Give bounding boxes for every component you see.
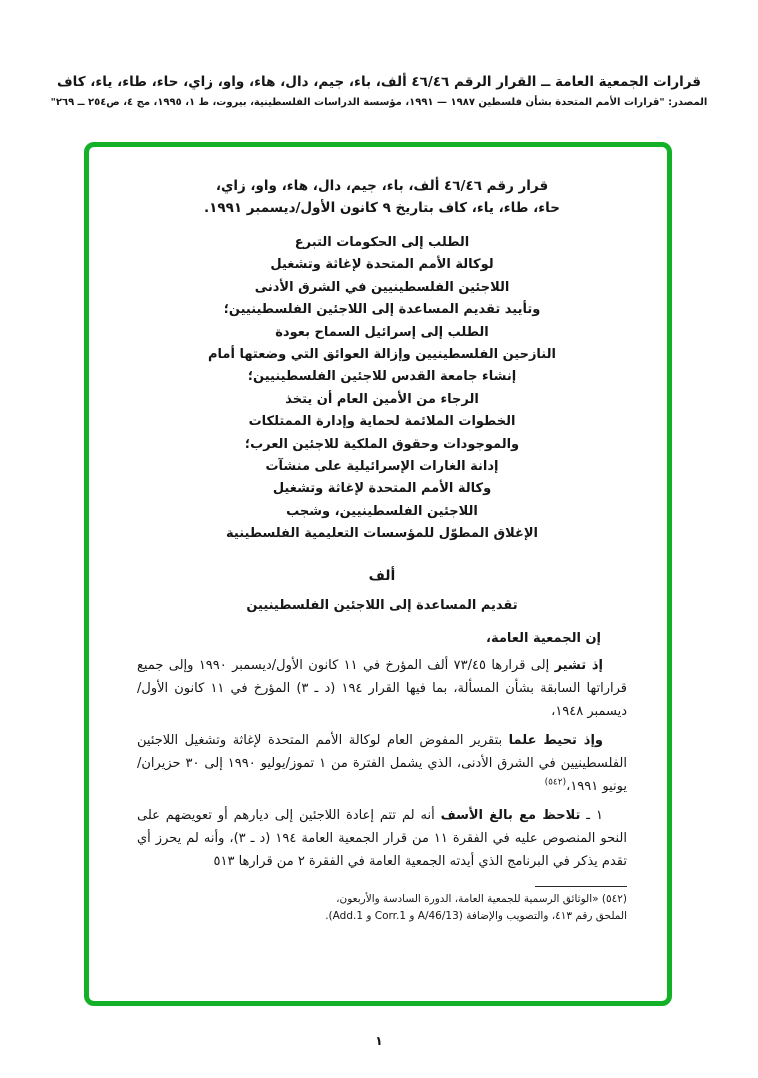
paragraph-text: أنه لم تتم إعادة اللاجئين إلى ديارهم أو تعويضهم على النحو المنصوص عليه في الفقرة ١١ من قرار الجمعية العامة ١٩٤ (د ـ ٣)، وأنه لم يحرز أي تقدم يذكر في البرنامج الذي أيدته الجمعية العامة في الفقرة ٢ من قرارها ٥١٣	[137, 807, 627, 869]
resolution-body	[89, 147, 667, 925]
footnote-divider	[535, 886, 627, 887]
subject-line: الخطوات الملائمة لحماية وإدارة الممتلكات	[248, 414, 516, 430]
section-letter: ألف	[368, 567, 396, 584]
subject-line: اللاجئين الفلسطينيين في الشرق الأدنى	[254, 279, 510, 295]
subject-line: والموجودات وحقوق الملكية للاجئين العرب؛	[244, 436, 520, 452]
preamble-opening: إن الجمعية العامة،	[486, 630, 601, 646]
section-subtitle: تقديم المساعدة إلى اللاجئين الفلسطينيين	[246, 597, 518, 613]
subject-line: وكالة الأمم المتحدة لإغاثة وتشغيل	[272, 481, 492, 497]
resolution-title	[137, 175, 627, 219]
subject-line: الرجاء من الأمين العام أن يتخذ	[285, 391, 479, 407]
header-source-line: المصدر: "قرارات الأمم المتحدة بشأن فلسطين ١٩٨٧ — ١٩٩١، مؤسسة الدراسات الفلسطينية، بيروت، ط ١، ١٩٩٥، مج ٤، ص٢٥٤ ــ ٢٦٩"	[50, 97, 708, 108]
subject-line: الطلب إلى الحكومات التبرع	[294, 235, 470, 250]
footnote: (٥٤٢) «الوثائق الرسمية للجمعية العامة، الدورة السادسة والأربعون، الملحق رقم ٤١٣، والتصويب والإضافة (A/46/13 و Corr.1 و Add.1).	[325, 892, 627, 922]
page-number: ١	[375, 1033, 383, 1048]
subject-line: الإغلاق المطوّل للمؤسسات التعليمية الفلسطينية	[226, 526, 538, 542]
subject-line: الطلب إلى إسرائيل السماح بعودة	[275, 324, 489, 340]
subject-line: لوكالة الأمم المتحدة لإغاثة وتشغيل	[270, 257, 494, 273]
paragraph-lead: وإذ تحيط علما	[508, 732, 603, 748]
subject-line: إنشاء جامعة القدس للاجئين الفلسطينيين؛	[247, 369, 517, 385]
paragraph-lead: تلاحظ مع بالغ الأسف	[440, 807, 581, 823]
resolution-title-line: حاء، طاء، ياء، كاف بتاريخ ٩ كانون الأول/ديسمبر ١٩٩١.	[204, 200, 560, 216]
paragraph-preamble-2	[137, 729, 627, 798]
paragraph-text: إلى قرارها ٧٣/٤٥ ألف المؤرخ في ١١ كانون الأول/ديسمبر ١٩٩٠ وإلى جميع قراراتها السابقة بشأن المسألة، بما فيها القرار ١٩٤ (د ـ ٣) المؤرخ في ١١ كانون الأول/ديسمبر ١٩٤٨،	[137, 657, 627, 719]
subject-line: اللاجئين الفلسطينيين، وشجب	[286, 503, 478, 519]
paragraph-number: ١ ـ	[580, 807, 603, 823]
paragraph-operative-1	[137, 804, 627, 873]
green-border-frame	[84, 142, 672, 1006]
subject-line: إدانة الغارات الإسرائيلية على منشآت	[265, 459, 499, 475]
page-header	[0, 74, 758, 108]
header-title: قرارات الجمعية العامة ــ القرار الرقم ٤٦/٤٦ ألف، باء، جيم، دال، هاء، واو، زاي، حاء، طاء، ياء، كاف	[56, 74, 702, 90]
footnote-reference: (٥٤٢)	[544, 777, 567, 788]
paragraph-lead: إذ تشير	[554, 657, 603, 673]
subject-line: وتأييد تقديم المساعدة إلى اللاجئين الفلسطينيين؛	[223, 302, 541, 318]
paragraph-preamble-1	[137, 654, 627, 723]
subject-line: النازحين الفلسطينيين وإزالة العوائق التي وضعتها أمام	[208, 347, 556, 363]
subject-list	[137, 232, 627, 546]
paragraph-text: بتقرير المفوض العام لوكالة الأمم المتحدة لإغاثة وتشغيل اللاجئين الفلسطينيين في الشرق الأدنى، الذي يشمل الفترة من ١ تموز/يوليو ١٩٩٠ إلى ٣٠ حزيران/يونيو ١٩٩١،	[137, 732, 627, 794]
resolution-title-line: قرار رقم ٤٦/٤٦ ألف، باء، جيم، دال، هاء، واو، زاي،	[215, 178, 549, 194]
